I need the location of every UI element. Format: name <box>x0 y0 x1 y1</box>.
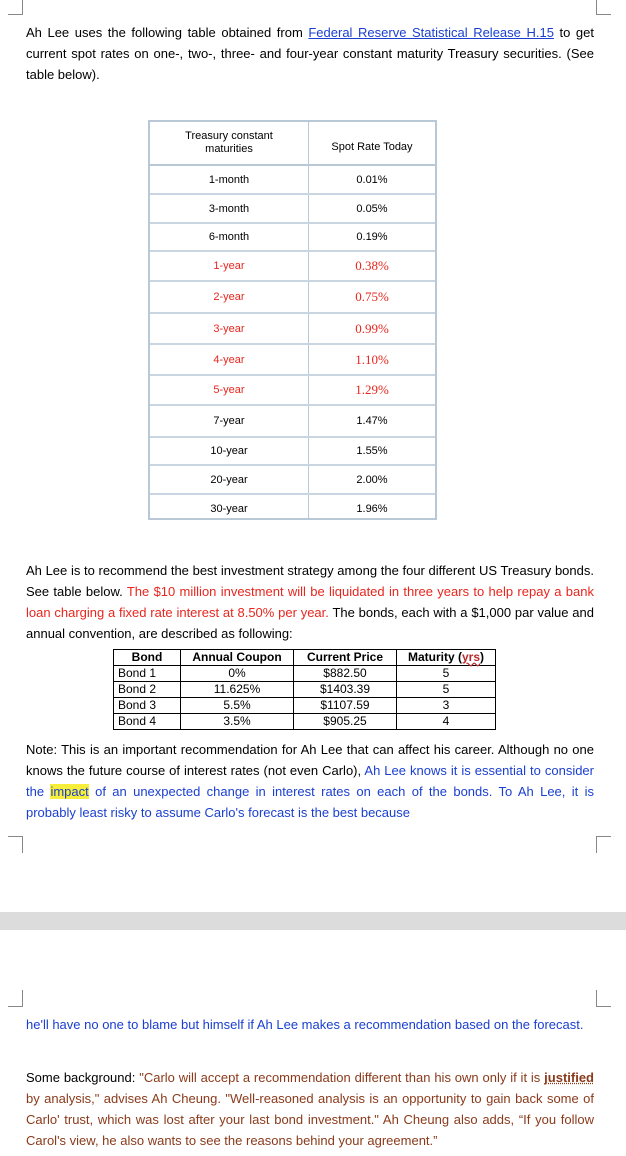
rate-table-row <box>150 438 435 466</box>
bond-name-cell: Bond 1 <box>114 666 181 682</box>
coupon-cell: 11.625% <box>181 682 294 698</box>
maturity-cell: 5 <box>397 666 496 682</box>
rate-table-row <box>150 466 435 495</box>
price-cell: $1107.59 <box>294 698 397 714</box>
bond-table <box>113 649 496 730</box>
bond-row <box>114 682 496 698</box>
rate-cell: 0.01% <box>356 173 388 186</box>
background-quote-end: by analysis," advises Ah Cheung. "Well-reasoned analysis is an opportunity to gain back some of Carlo' trust, which was lost after your last bond investment." Ah Cheung also adds, “If you follow Carol's view, he also wants to see the reasons behind your agreement.” <box>26 1091 594 1148</box>
crop-mark <box>596 836 611 853</box>
maturity-cell: 10-year <box>210 445 248 457</box>
bond-row <box>114 698 496 714</box>
crop-mark <box>8 836 23 853</box>
rate-cell: 1.10% <box>355 351 389 367</box>
price-cell: $905.25 <box>294 714 397 730</box>
price-cell: $882.50 <box>294 666 397 682</box>
spellcheck-mark: yrs <box>461 650 481 664</box>
maturity-cell: 1-year <box>213 260 245 272</box>
header-maturity-text: Maturity ( <box>407 650 462 664</box>
bond-name-cell: Bond 2 <box>114 682 181 698</box>
maturity-cell: 3 <box>397 698 496 714</box>
maturity-cell: 3-month <box>208 202 250 215</box>
note-text: Note: This is an important recommendation for Ah Lee that can affect his career. Although no one knows the future course of interest rates (not even Carlo), <box>26 742 594 778</box>
justified-word: justified <box>544 1070 594 1085</box>
rate-cell: 2.00% <box>356 473 388 486</box>
rate-cell: 0.75% <box>355 289 389 304</box>
coupon-cell: 5.5% <box>181 698 294 714</box>
rate-table-row <box>150 166 435 195</box>
rate-table-row <box>150 406 435 438</box>
crop-mark <box>596 0 611 15</box>
recommendation-paragraph <box>26 560 594 644</box>
maturity-cell: 1-month <box>208 173 250 186</box>
coupon-cell: 0% <box>181 666 294 682</box>
highlighted-word: impact <box>50 784 89 799</box>
bond-row <box>114 714 496 730</box>
recommend-red-text: The $10 million investment will be liquidated in three years to help repay a bank loan charging a fixed rate interest at 8.50% per year. <box>26 584 594 620</box>
price-cell: $1403.39 <box>294 682 397 698</box>
rate-table-row <box>150 495 435 523</box>
rate-table-row <box>150 195 435 224</box>
document-page-2 <box>0 930 626 1156</box>
maturity-cell: 5 <box>397 682 496 698</box>
rate-cell: 1.55% <box>356 445 388 457</box>
rate-table-row <box>150 282 435 314</box>
federal-reserve-link[interactable]: Federal Reserve Statistical Release H.15 <box>308 25 554 40</box>
bond-table-header <box>114 650 496 666</box>
rate-table-row <box>150 224 435 252</box>
note-blue-text: Ah Lee knows it is essential to consider the <box>26 763 594 799</box>
header-spot-rate: Spot Rate Today <box>331 141 413 153</box>
bond-name-cell: Bond 3 <box>114 698 181 714</box>
maturity-cell: 6-month <box>208 231 250 243</box>
maturity-cell: 30-year <box>210 503 248 515</box>
maturity-cell: 2-year <box>213 291 245 303</box>
rate-table-row <box>150 252 435 282</box>
maturity-cell: 4-year <box>213 353 245 366</box>
crop-mark <box>8 990 23 1007</box>
rate-cell: 0.05% <box>356 202 388 215</box>
page-gap <box>0 912 626 930</box>
rate-cell: 1.47% <box>356 415 388 427</box>
recommend-text-end: The bonds, each with a $1,000 par value and annual convention, are described as following: <box>26 605 594 641</box>
rate-cell: 0.19% <box>356 231 388 243</box>
coupon-cell: 3.5% <box>181 714 294 730</box>
maturity-cell: 3-year <box>213 322 245 335</box>
bond-name-cell: Bond 4 <box>114 714 181 730</box>
header-bond: Bond <box>114 650 181 666</box>
rate-cell: 1.96% <box>356 503 388 515</box>
background-paragraph <box>26 1067 594 1151</box>
header-maturities: Treasury constant maturities <box>185 130 273 155</box>
maturity-cell: 5-year <box>213 384 245 396</box>
background-label: Some background: <box>26 1070 140 1085</box>
spot-rate-table <box>148 120 437 520</box>
header-maturity-end: ) <box>480 650 485 664</box>
intro-text: Ah Lee uses the following table obtained from <box>26 25 309 40</box>
note-paragraph <box>26 739 594 823</box>
rate-table-header <box>150 122 435 166</box>
header-price: Current Price <box>294 650 397 666</box>
crop-mark <box>8 0 23 15</box>
rate-table-row <box>150 376 435 406</box>
intro-paragraph <box>26 22 594 85</box>
crop-mark <box>596 990 611 1007</box>
rate-table-row <box>150 345 435 376</box>
bond-row <box>114 666 496 682</box>
recommend-text: Ah Lee is to recommend the best investment strategy among the four different US Treasury bonds. See table below. <box>26 563 594 599</box>
rate-table-row <box>150 314 435 345</box>
continuation-paragraph <box>26 1014 594 1035</box>
maturity-cell: 20-year <box>210 473 248 486</box>
background-quote: "Carlo will accept a recommendation different than his own only if it is <box>139 1070 545 1085</box>
rate-cell: 0.99% <box>355 320 389 336</box>
rate-cell: 0.38% <box>355 258 389 273</box>
rate-cell: 1.29% <box>355 382 389 397</box>
maturity-cell: 4 <box>397 714 496 730</box>
header-coupon: Annual Coupon <box>181 650 294 666</box>
intro-text-end: to get current spot rates on one-, two-, three- and four-year constant maturity Treasury securities. (See table below). <box>26 25 594 82</box>
maturity-cell: 7-year <box>213 415 245 427</box>
header-maturity <box>397 650 496 666</box>
bond-table-body <box>114 666 496 730</box>
continuation-text: he'll have no one to blame but himself if Ah Lee makes a recommendation based on the forecast. <box>26 1017 584 1032</box>
note-blue-text-end: of an unexpected change in interest rates on each of the bonds. To Ah Lee, it is probably least risky to assume Carlo's forecast is the best because <box>26 784 594 820</box>
